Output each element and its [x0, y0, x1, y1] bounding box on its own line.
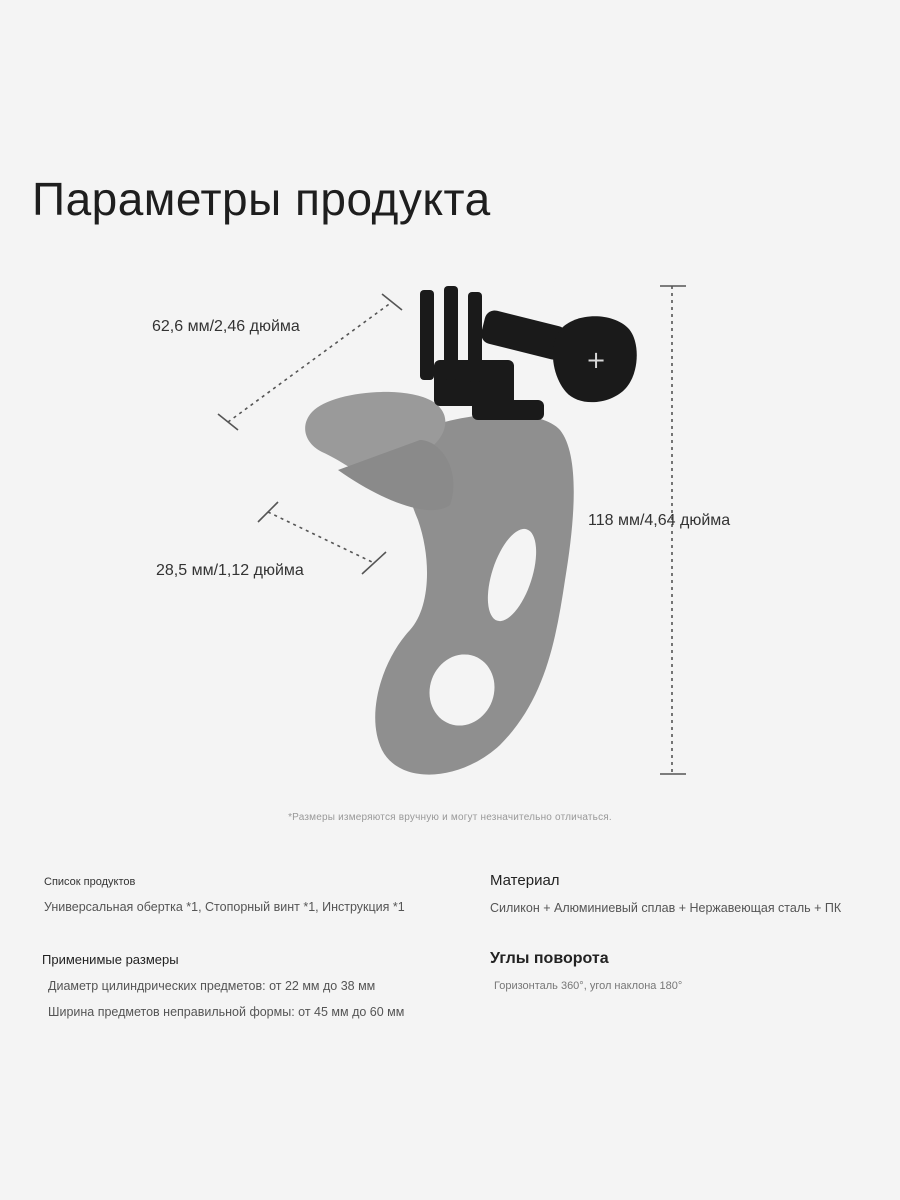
- depth-label: 28,5 мм/1,12 дюйма: [156, 562, 304, 579]
- spec-material-heading: Материал: [490, 872, 560, 889]
- width-label: 62,6 мм/2,46 дюйма: [152, 318, 300, 335]
- spec-sizes-heading: Применимые размеры: [42, 952, 179, 967]
- spec-package: [44, 876, 405, 926]
- height-dimension-line: [660, 286, 686, 774]
- measurement-note: *Размеры измеряются вручную и могут незначительно отличаться.: [288, 812, 612, 823]
- screw-plus-icon: +: [586, 346, 607, 374]
- spec-package-heading: Список продуктов: [44, 876, 136, 888]
- spec-rotation: [490, 950, 682, 1004]
- spec-rotation-line: Горизонталь 360°, угол наклона 180°: [494, 980, 683, 992]
- spec-sizes: [42, 952, 404, 1031]
- spec-sizes-line: Ширина предметов неправильной формы: от 45 мм до 60 мм: [48, 1005, 405, 1019]
- height-label: 118 мм/4,64 дюйма: [588, 512, 731, 529]
- page-title: Параметры продукта: [32, 173, 491, 225]
- spec-sizes-line: Диаметр цилиндрических предметов: от 22 мм до 38 мм: [48, 979, 376, 993]
- spec-package-line: Универсальная обертка *1, Стопорный винт *1, Инструкция *1: [44, 900, 405, 914]
- spec-rotation-heading: Углы поворота: [490, 950, 609, 967]
- spec-material: [490, 872, 841, 927]
- spec-material-line: Силикон + Алюминиевый сплав + Нержавеющая сталь + ПК: [490, 901, 842, 915]
